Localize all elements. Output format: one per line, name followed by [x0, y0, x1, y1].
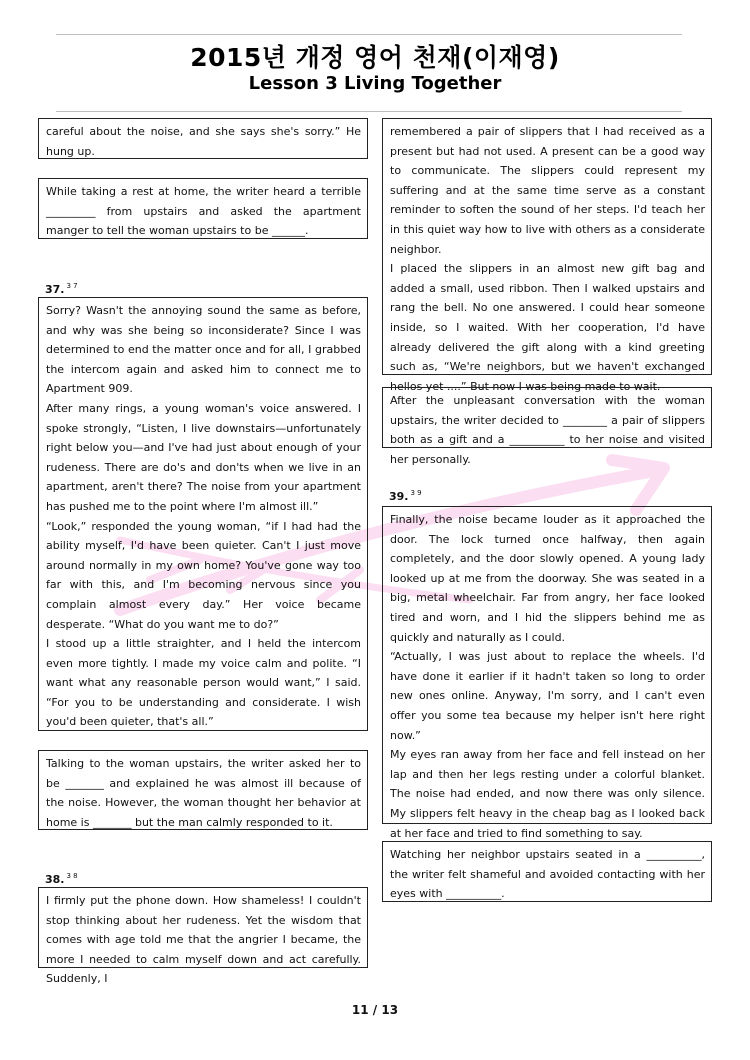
q39-summary-text: Watching her neighbor upstairs seated in a __________, the writer felt shameful and avoided contacting with her eyes with __________. — [390, 848, 705, 901]
question-37-summary-box — [38, 750, 368, 830]
question-37-sup: 3 7 — [66, 282, 78, 290]
page-number: 11 / 13 — [351, 1003, 399, 1017]
right-paragraph: remembered a pair of slippers that I had received as a present but had not used. A present can be a good way to communicate. The slippers could represent my suffering and at the same time serve as a constant reminder to soften the sound of her steps. I'd teach her in this quiet way how to live with others as a considerate neighbor. — [390, 125, 705, 256]
q39-paragraph: Finally, the noise became louder as it approached the door. The lock turned once halfway, then again completely, and the door slowly opened. A young lady looked up at me from the doorway. She was seated in a big, metal wheelchair. Far from angry, her face looked tired and worn, and I hid the slippers behind me as quickly and naturally as I could. — [390, 513, 705, 644]
question-38-sup: 3 8 — [66, 872, 78, 880]
lesson-subtitle: Lesson 3 Living Together — [248, 73, 502, 94]
right-passage-box — [382, 118, 712, 393]
q37-paragraph: Sorry? Wasn't the annoying sound the same as before, and why was she being so inconsiderate? Since I was determined to end the matter once and for all, I grabbed the intercom again and asked him to connect me to Apartment 909. — [46, 304, 361, 396]
right-paragraph: I placed the slippers in an almost new gift bag and added a small, used ribbon. Then I walked upstairs and rang the bell. No one answered. I could hear someone inside, so I waited. With her cooperation, I'd have already delivered the gift along with a kind greeting such as, “We're neighbors, but we haven't exchanged hellos yet ....” But now I was being made to wait. — [390, 262, 705, 393]
q37-paragraph: “Look,” responded the young woman, “if I had had the ability myself, I'd have been quieter. Can't I just move around normally in my own home? You've gone way too far with this, and I'm becoming nervous since you complain almost every day.” Her voice became desperate. “What do you want me to do?” — [46, 519, 361, 631]
q37-summary-text: Talking to the woman upstairs, the writer asked her to be _______ and explained he was almost ill because of the noise. However, the woman thought her behavior at home is _______ but the man calmly responded to it. — [46, 757, 361, 829]
q39-paragraph: My eyes ran away from her face and fell instead on her lap and then her legs resting under a colorful blanket. The noise had ended, and now there was only silence. My slippers felt heavy in the cheap bag as I looked back at her face and tried to find something to say. — [390, 748, 705, 840]
left-summary-text-1: While taking a rest at home, the writer heard a terrible _________ from upstairs and asked the apartment manger to tell the woman upstairs to be ______. — [46, 185, 361, 238]
question-39-summary-box — [382, 841, 712, 902]
header-top-rule — [56, 34, 682, 35]
question-37-passage-box — [38, 297, 368, 731]
header-bottom-rule — [56, 111, 682, 112]
left-continuation-box — [38, 118, 368, 159]
page-title: 2015년 개정 영어 천재(이재영) — [190, 43, 560, 72]
question-38-passage-box — [38, 887, 368, 986]
question-38-number: 38. $^{3 8}$ — [45, 872, 78, 886]
left-continuation-text: careful about the noise, and she says she's sorry.” He hung up. — [46, 125, 361, 158]
right-summary-text: After the unpleasant conversation with the woman upstairs, the writer decided to ________ a pair of slippers both as a gift and a __________ to her noise and visited her personally. — [390, 394, 705, 466]
q37-paragraph: After many rings, a young woman's voice answered. I spoke strongly, “Listen, I live downstairs—unfortunately right below you—and I've had just about enough of your rudeness. There are do's and don'ts when we live in an apartment, aren't there? The noise from your apartment has pushed me to the point where I'm almost ill.” — [46, 401, 361, 513]
question-39-sup: 3 9 — [410, 489, 422, 497]
question-39-passage-box — [382, 506, 712, 840]
q37-paragraph: I stood up a little straighter, and I held the intercom even more tightly. I made my voice calm and polite. “I want what any reasonable person would want,” I said. “For you to be understanding and considerate. I wish you'd been quieter, that's all.” — [46, 637, 361, 729]
q38-text: I firmly put the phone down. How shameless! I couldn't stop thinking about her rudeness. Yet the wisdom that comes with age told me that the angrier I became, the more I needed to calm myself down and act carefully. Suddenly, I — [46, 894, 361, 986]
q39-paragraph: “Actually, I was just about to replace the wheels. I'd have done it earlier if it hadn't taken so long to order new ones online. Anyway, I'm sorry, and I can't even offer you some tea because my helper isn't here right now.” — [390, 650, 705, 742]
question-39-number: 39. $^{3 9}$ — [389, 489, 422, 503]
question-37-number: 37. $^{3 7}$ — [45, 282, 78, 296]
left-summary-box-1 — [38, 178, 368, 239]
right-summary-box — [382, 387, 712, 466]
